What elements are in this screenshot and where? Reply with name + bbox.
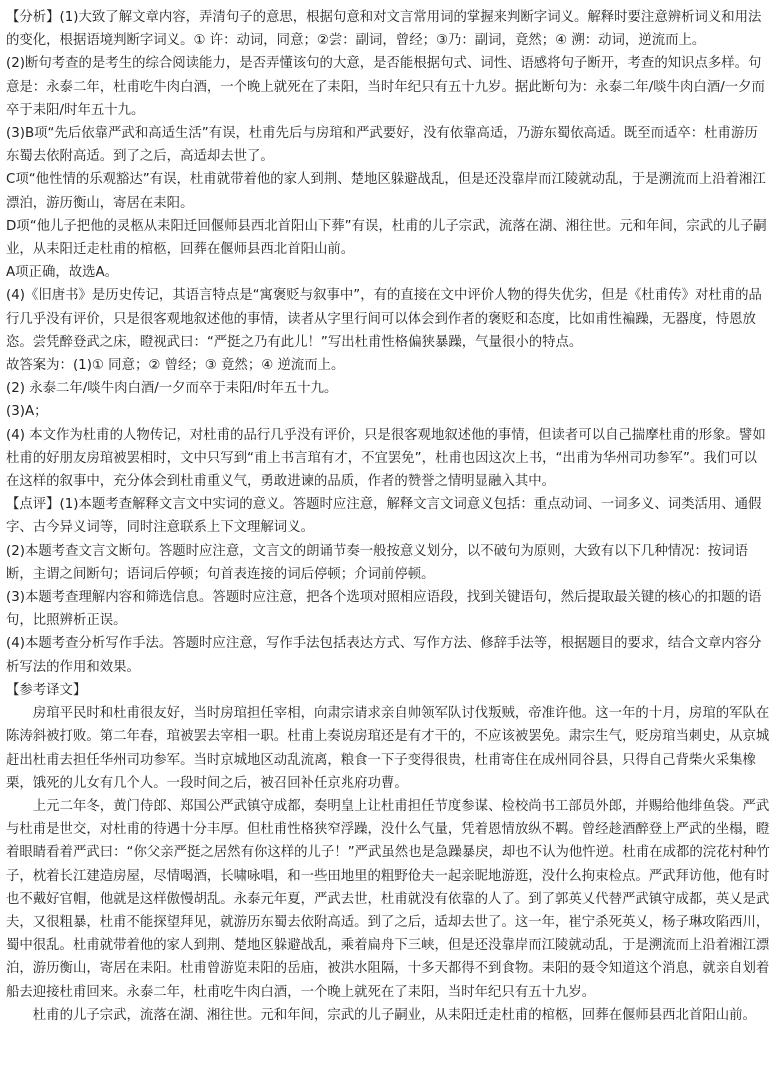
- analysis-paragraph-2: (2)断句考查的是考生的综合阅读能力，是否弄懂该句的大意，是否能根据句式、词性、语感将句子断开，考查的知识点多样。句意是：永泰二年，杜甫吃牛肉白酒，一个晚上就死在了耒阳，当时年纪只有五十九岁。据此断句为：永泰二年/啖牛肉白酒/一夕而卒于耒阳/时年五十九。: [6, 56, 765, 118]
- translation-heading: 【参考译文】: [6, 682, 87, 698]
- commentary-paragraph-4: (4)本题考查分析写作手法。答题时应注意，写作手法包括表达方式、写作方法、修辞手法等，根据题目的要求，结合文章内容分析写法的作用和效果。: [6, 636, 762, 675]
- translation-paragraph-2: 上元二年冬，黄门侍郎、郑国公严武镇守成都，奏明皇上让杜甫担任节度参谋、检校尚书工部员外郎，并赐给他绯鱼袋。严武与杜甫是世交，对杜甫的待遇十分丰厚。但杜甫性格狭窄浮躁，没什么气量，凭着恩情放纵不羁。曾经趁酒醉登上严武的坐榻，瞪着眼睛看着严武曰：“你父亲严挺之居然有你这样的儿子！”严武虽然也是急躁暴戾，却也不认为他忤逆。杜甫在成都的浣花村种竹子，枕着长江建造房屋，尽情喝酒，长啸咏唱，和一些田地里的粗野伧夫一起亲昵地游逛，没什么拘束检点。严武拜访他，他有时也不戴好官帽，他就是这样傲慢胡乱。永泰元年夏，严武去世，杜甫就没有依靠的人了。到了郭英乂代替严武镇守成都，英乂是武夫，又很粗暴，杜甫不能探望拜见，就游历东蜀去依附高适。到了之后，适却去世了。这一年，崔宁杀死英乂，杨子琳攻陷西川，蜀中很乱。杜甫就带着他的家人到荆、楚地区躲避战乱，乘着扁舟下三峡，但是还没靠岸而江陵就动乱，于是溯流而上沿着湘江漂泊，游历衡山，寄居在耒阳。杜甫曾游览耒阳的岳庙，被洪水阻隔，十多天都得不到食物。耒阳的聂令知道这个消息，就亲自划着船去迎接杜甫回来。永泰二年，杜甫吃牛肉白酒，一个晚上就死在了耒阳，当时年纪只有五十九岁。: [6, 798, 770, 1000]
- answer-line-4: (4) 本文作为杜甫的人物传记，对杜甫的品行几乎没有评价，只是很客观地叙述他的事情，但读者可以自己揣摩杜甫的形象。譬如杜甫的好朋友房琯被罢相时，文中只写到“甫上书言琯有才，不宜罢免”，杜甫也因这次上书，“出甫为华州司功参军”。我们可以在这样的叙事中，充分体会到杜甫重义气，勇敢进谏的品质，作者的赞誉之情明显融入其中。: [6, 427, 766, 490]
- translation-paragraph-3: 杜甫的儿子宗武，流落在湖、湘往世。元和年间，宗武的儿子嗣业，从耒阳迁走杜甫的棺柩，回葬在偃师县西北首阳山前。: [32, 1007, 756, 1023]
- answer-line-1: 故答案为：(1)① 同意；② 曾经；③ 竟然；④ 逆流而上。: [6, 358, 345, 374]
- answer-line-2: (2) 永泰二年/啖牛肉白酒/一夕而卒于耒阳/时年五十九。: [6, 381, 338, 397]
- analysis-paragraph-6: A项正确，故选A。: [6, 265, 119, 281]
- analysis-paragraph-5: D项“他儿子把他的灵柩从耒阳迁回偃师县西北首阳山下葬”有误，杜甫的儿子宗武，流落在湖、湘往世。元和年间，宗武的儿子嗣业，从耒阳迁走杜甫的棺柩，回葬在偃师县西北首阳山前。: [6, 218, 767, 258]
- analysis-paragraph-1: 【分析】(1)大致了解文章内容，弄清句子的意思，根据句意和对文言常用词的掌握来判断字词义。解释时要注意辨析词义和用法的变化，根据语境判断字词义。① 许：动词，同意；②尝：副词，曾经；③乃：副词，竟然；④ 溯：动词，逆流而上。: [6, 10, 762, 49]
- commentary-paragraph-2: (2)本题考查文言文断句。答题时应注意，文言文的朗诵节奏一般按意义划分，以不破句为原则，大致有以下几种情况：按词语断，主谓之间断句；语词后停顿；句首表连接的词后停顿；介词前停顿。: [6, 543, 749, 582]
- translation-section: [6, 679, 770, 1027]
- commentary-paragraph-3: (3)本题考查理解内容和筛选信息。答题时应注意，把各个选项对照相应语段，找到关键语句，然后提取最关键的核心的扣题的语句，比照辨析正误。: [6, 590, 762, 629]
- analysis-paragraph-7: (4)《旧唐书》是历史传记，其语言特点是“寓褒贬与叙事中”，有的直接在文中评价人物的得失优劣，但是《杜甫传》对杜甫的品行几乎没有评价，只是很客观地叙述他的事情，读者从字里行间可以体会到作者的褒贬和态度，比如甫性褊躁，无器度，恃恩放恣。尝凭醉登武之床，瞪视武曰：“严挺之乃有此儿！”写出杜甫性格偏狭暴躁，气量很小的特点。: [6, 288, 762, 350]
- commentary-paragraph-1: 【点评】(1)本题考查解释文言文中实词的意义。答题时应注意，解释文言文词意义包括：重点动词、一词多义、词类活用、通假字、古今异义词等，同时注意联系上下文理解词义。: [6, 497, 762, 536]
- commentary-section: [6, 493, 770, 679]
- analysis-paragraph-3: (3)B项“先后依靠严武和高适生活”有误，杜甫先后与房琯和严武要好，没有依靠高适，乃游东蜀依高适。既至而适卒：杜甫游历东蜀去依附高适。到了之后，高适却去世了。: [6, 126, 758, 165]
- analysis-section: [6, 6, 770, 493]
- translation-paragraph-1: 房琯平民时和杜甫很友好，当时房琯担任宰相，向肃宗请求亲自帅领军队讨伐叛贼，帝准许他。这一年的十月，房琯的军队在陈涛斜被打败。第二年春，琯被罢去宰相一职。杜甫上奏说房琯还是有才干的，不应该被罢免。肃宗生气，贬房琯当刺史，从京城赶出杜甫去担任华州司功参军。当时京城地区动乱流离，粮食一下子变得很贵，杜甫寄住在成州同谷县，只得自己背柴火采集橡栗，饿死的儿女有几个人。一段时间之后，被召回补任京兆府功曹。: [6, 706, 770, 791]
- analysis-paragraph-4: C项“他性情的乐观豁达”有误，杜甫就带着他的家人到荆、楚地区躲避战乱，但是还没靠岸而江陵就动乱，于是溯流而上沿着湘江漂泊，游历衡山，寄居在耒阳。: [6, 172, 766, 211]
- answer-line-3: (3)A；: [6, 404, 48, 420]
